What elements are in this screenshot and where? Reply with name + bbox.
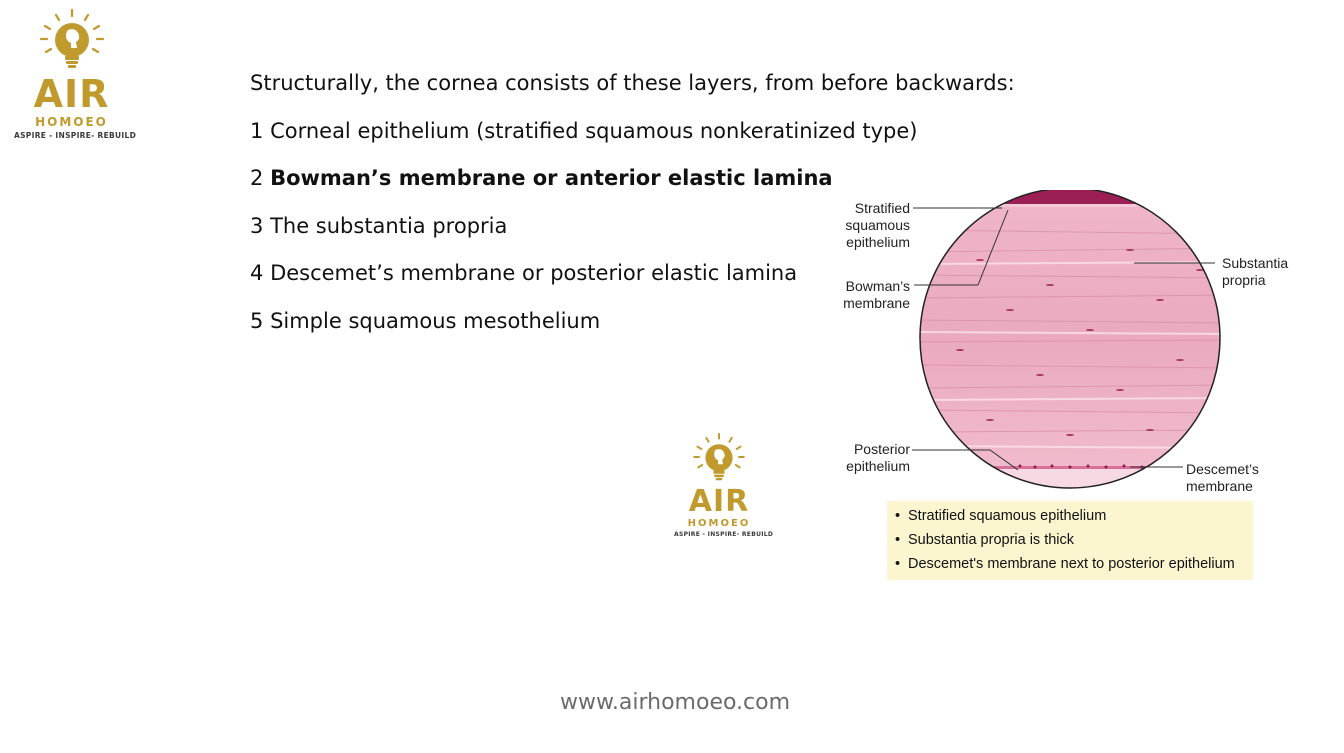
label-line: Substantia (1222, 255, 1289, 271)
intro-text: Structurally, the cornea consists of these layers, from before backwards: (250, 71, 1015, 95)
layer-text: Descemet’s membrane or posterior elastic lamina (270, 261, 798, 285)
label-posterior-epithelium (834, 441, 910, 475)
figure-notes-box (887, 501, 1253, 580)
layer-number: 5 (250, 308, 264, 333)
logo-subtitle: HOMOEO (35, 115, 108, 129)
logo-tagline: ASPIRE - INSPIRE- REBUILD (674, 531, 774, 538)
logo-subtitle: HOMOEO (687, 518, 751, 529)
note-item: • Substantia propria is thick (895, 530, 1253, 554)
website-footer: www.airhomoeo.com (559, 690, 791, 715)
note-item: • Stratified squamous epithelium (895, 506, 1253, 530)
layer-text: Simple squamous mesothelium (270, 308, 601, 333)
label-line: Bowman’s (845, 278, 910, 294)
label-line: membrane (843, 295, 910, 311)
note-item: • Descemet's membrane next to posterior epithelium (895, 554, 1253, 578)
layer-number: 3 (250, 213, 264, 238)
logo-name: AIR (688, 484, 750, 519)
logo-name: AIR (33, 72, 110, 116)
air-homoeo-logo (14, 8, 137, 140)
label-stratified-squamous-epithelium (838, 200, 910, 251)
lightbulb-icon (37, 8, 107, 70)
label-line: propria (1222, 272, 1266, 288)
cornea-histology-figure (830, 190, 1289, 500)
layer-number: 1 (250, 118, 264, 143)
label-line: Descemet’s (1186, 461, 1259, 477)
air-homoeo-watermark-logo (674, 432, 774, 538)
label-line: squamous (845, 217, 910, 233)
logo-tagline: ASPIRE - INSPIRE- REBUILD (14, 131, 137, 140)
layer-text: Corneal epithelium (stratified squamous nonkeratinized type) (270, 118, 918, 143)
label-line: epithelium (846, 458, 910, 474)
label-bowmans-membrane (834, 278, 910, 312)
label-substantia-propria (1222, 255, 1288, 289)
layer-number: 2 (250, 166, 264, 190)
layer-number: 4 (250, 261, 264, 285)
layer-item (250, 116, 1015, 164)
label-line: epithelium (846, 234, 910, 250)
label-line: membrane (1186, 478, 1253, 494)
layer-text: Bowman’s membrane or anterior elastic lamina (270, 166, 833, 190)
lightbulb-icon (691, 432, 747, 482)
label-line: Stratified (854, 200, 910, 216)
label-line: Posterior (853, 441, 910, 457)
label-descemets-membrane (1186, 461, 1259, 495)
layer-text: The substantia propria (270, 213, 508, 238)
